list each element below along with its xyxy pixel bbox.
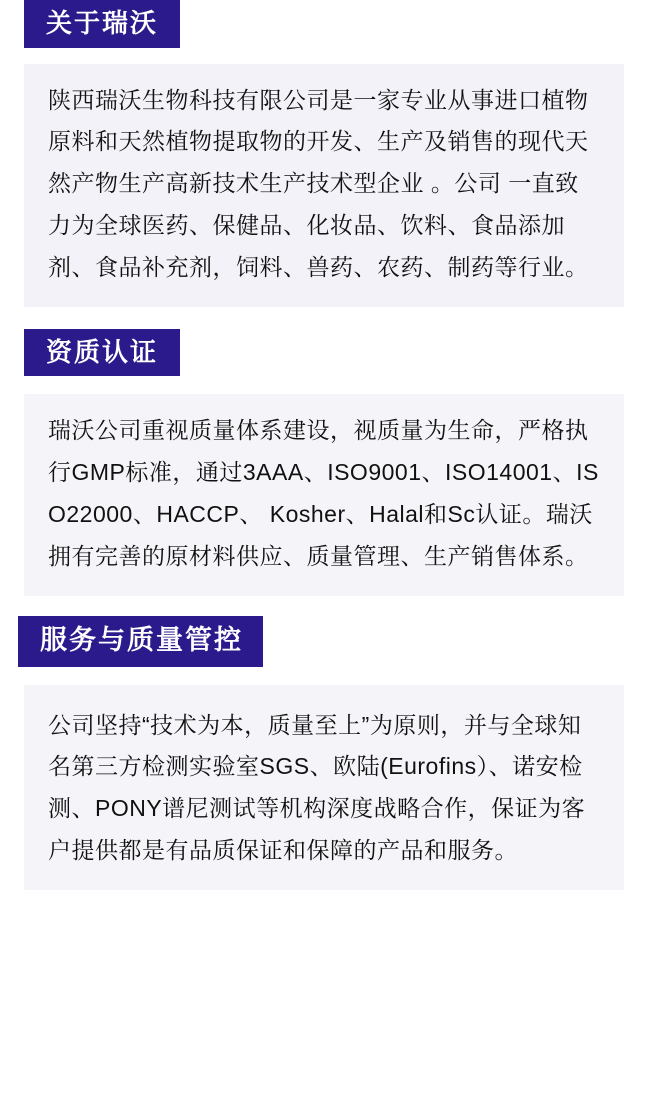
section-certification-heading: 资质认证 — [24, 329, 180, 377]
section-service-quality — [0, 616, 648, 890]
section-about-heading: 关于瑞沃 — [24, 0, 180, 48]
section-certification-heading-wrap — [0, 329, 648, 377]
section-about-body: 陕西瑞沃生物科技有限公司是一家专业从事进口植物原料和天然植物提取物的开发、生产及销售的现代天然产物生产高新技术生产技术型企业 。公司 一直致力为全球医药、保健品、化妆品、饮料、食品添加剂、食品补充剂，饲料、兽药、农药、制药等行业。 — [24, 64, 624, 307]
section-certification — [0, 329, 648, 596]
section-service-quality-body: 公司坚持“技术为本，质量至上”为原则，并与全球知名第三方检测实验室SGS、欧陆(Eurofins）、诺安检测、PONY谱尼测试等机构深度战略合作，保证为客户提供都是有品质保证和保障的产品和服务。 — [24, 685, 624, 890]
section-about-heading-wrap — [0, 0, 648, 48]
section-service-quality-heading: 服务与质量管控 — [18, 616, 263, 667]
section-service-quality-heading-wrap — [0, 616, 648, 667]
section-about — [0, 0, 648, 307]
section-certification-body: 瑞沃公司重视质量体系建设，视质量为生命，严格执行GMP标准，通过3AAA、ISO9001、ISO14001、ISO22000、HACCP、 Kosher、Halal和Sc认证。瑞沃拥有完善的原材料供应、质量管理、生产销售体系。 — [24, 394, 624, 595]
